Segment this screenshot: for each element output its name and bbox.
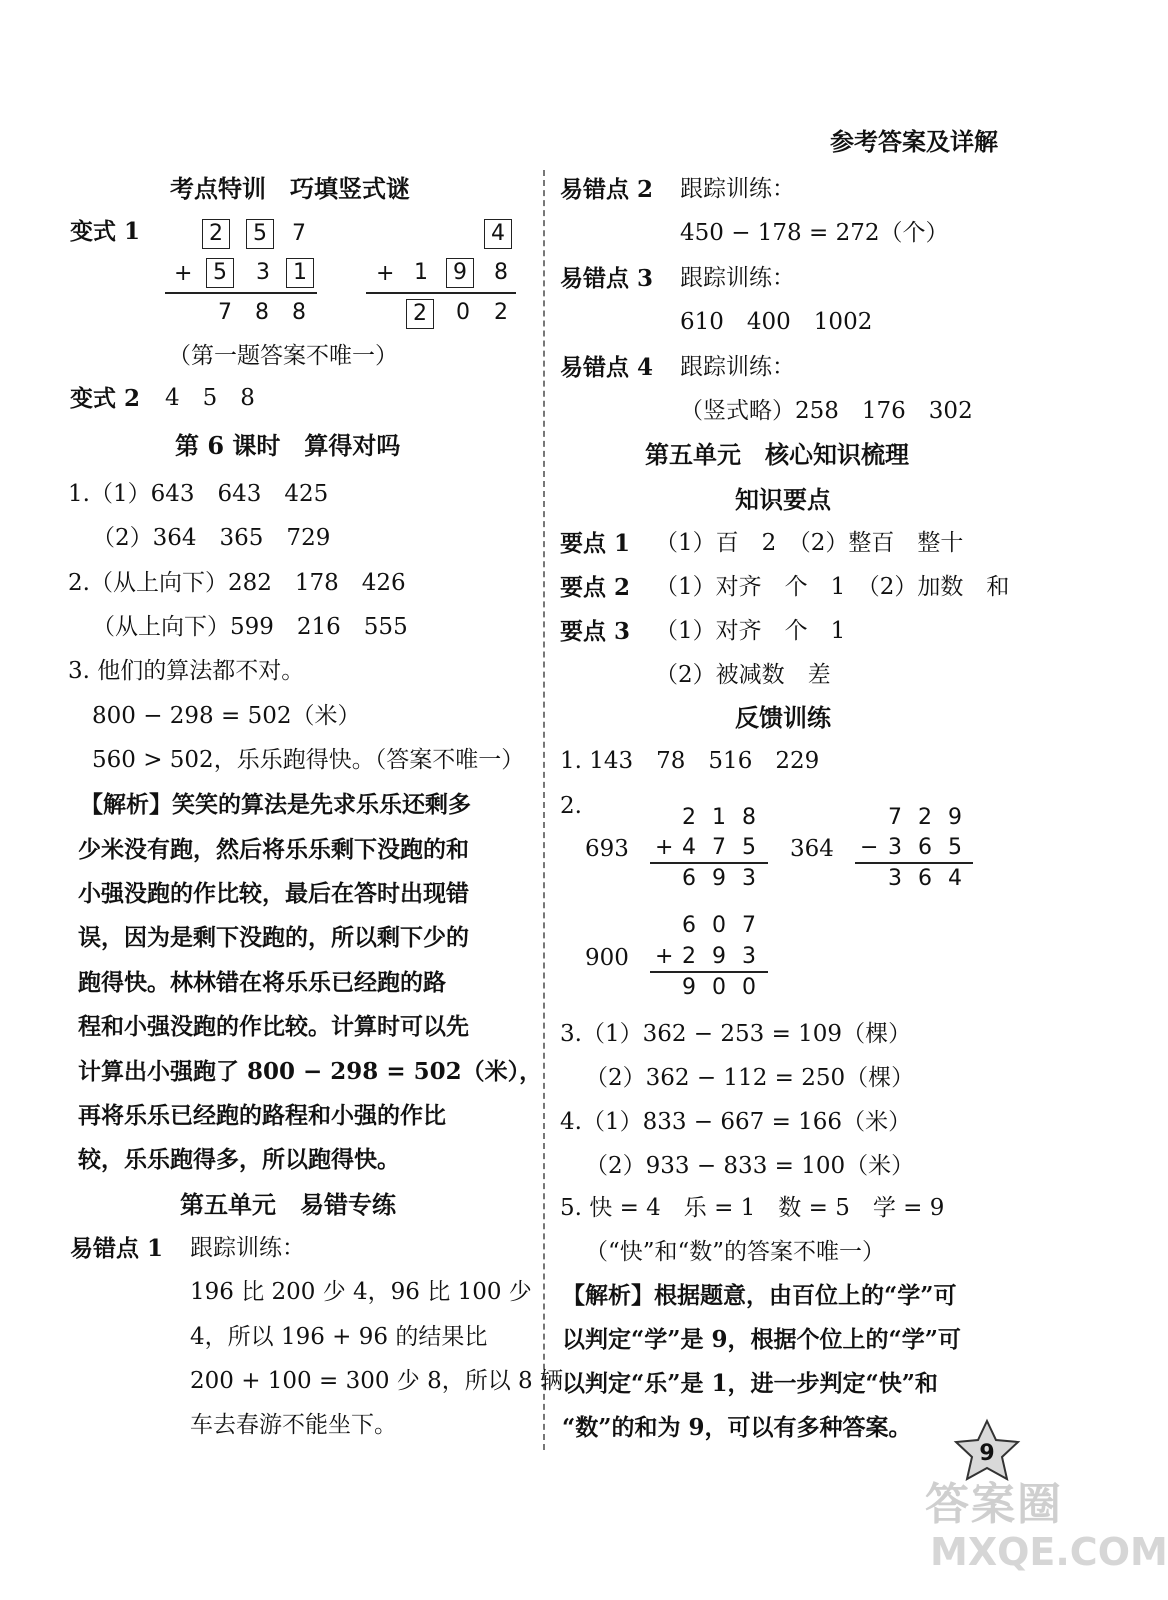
- bianshi2-answer: 4 5 8: [165, 385, 255, 411]
- answer-line: 560 > 502，乐乐跑得快。（答案不唯一）: [92, 747, 525, 773]
- calc1-line: [650, 862, 768, 864]
- puzzle1-result-digit: 7: [218, 300, 232, 325]
- calc1-digit: 8: [742, 805, 756, 830]
- calc2-sign: −: [860, 835, 879, 860]
- feedback-1: 1. 143 78 516 229: [560, 748, 820, 774]
- feedback-2-label: 2.: [560, 793, 582, 819]
- page-number: 9: [979, 1441, 995, 1466]
- calc3-digit: 3: [742, 944, 756, 969]
- section-title-errors: 第五单元 易错专练: [180, 1190, 396, 1219]
- puzzle1-digit: 7: [292, 221, 306, 246]
- puzzle2-box: 4: [484, 219, 512, 249]
- yicuo3-line: 610 400 1002: [680, 309, 873, 335]
- analysis-line: 程和小强没跑的作比较。计算时可以先: [78, 1013, 469, 1040]
- puzzle1-result-digit: 8: [255, 300, 269, 325]
- bianshi2-label: 变式 2: [70, 385, 141, 412]
- yaodian1-text: （1）百 2 （2）整百 整十: [655, 530, 964, 556]
- yicuo4-label: 易错点 4: [560, 354, 654, 381]
- yicuo4-line: 跟踪训练：: [680, 354, 795, 380]
- analysis-line: 以判定“乐”是 1，进一步判定“快”和: [562, 1370, 938, 1397]
- calc3-digit: 0: [712, 913, 726, 938]
- calc1-digit: 3: [742, 866, 756, 891]
- calc3-line: [650, 971, 768, 973]
- yicuo3-label: 易错点 3: [560, 265, 654, 292]
- feedback-line: （“快”和“数”的答案不唯一）: [585, 1239, 886, 1265]
- subtitle-key-points: 知识要点: [735, 485, 831, 514]
- puzzle1-plus: +: [174, 261, 193, 286]
- section-title-puzzle: 考点特训 巧填竖式谜: [170, 174, 410, 203]
- bianshi1-label: 变式 1: [70, 218, 141, 245]
- calc2-digit: 9: [948, 805, 962, 830]
- calc1-answer: 693: [585, 836, 629, 862]
- answer-line: 800 − 298 = 502（米）: [92, 703, 361, 729]
- puzzle1-box: 2: [202, 219, 230, 249]
- analysis-line: “数”的和为 9，可以有多种答案。: [562, 1414, 912, 1441]
- yicuo4-line: （竖式略）258 176 302: [680, 398, 973, 424]
- calc1-digit: 4: [682, 835, 696, 860]
- calc3-digit: 9: [712, 944, 726, 969]
- analysis-line: 少米没有跑，然后将乐乐剩下没跑的和: [78, 836, 469, 863]
- puzzle2-sum-line: [366, 292, 516, 294]
- calc2-digit: 6: [918, 866, 932, 891]
- calc3-sign: +: [655, 944, 674, 969]
- column-divider: [543, 170, 545, 1450]
- yicuo1-line: 跟踪训练：: [190, 1235, 305, 1261]
- puzzle2-digit: 8: [494, 260, 508, 285]
- yicuo2-line: 跟踪训练：: [680, 176, 795, 202]
- answer-line: （2）364 365 729: [92, 525, 331, 551]
- answer-line: （从上向下）599 216 555: [92, 614, 408, 640]
- answer-line: 1.（1）643 643 425: [68, 481, 329, 507]
- section-title-lesson6: 第 6 课时 算得对吗: [175, 431, 401, 460]
- calc2-digit: 3: [888, 835, 902, 860]
- calc1-digit: 1: [712, 805, 726, 830]
- puzzle1-box: 1: [286, 258, 314, 288]
- analysis-line: 较，乐乐跑得多，所以跑得快。: [78, 1146, 400, 1173]
- calc2-digit: 4: [948, 866, 962, 891]
- analysis-line: 【解析】根据题意，由百位上的“学”可: [562, 1282, 957, 1309]
- yaodian2-label: 要点 2: [560, 574, 631, 601]
- yicuo1-line: 196 比 200 少 4，96 比 100 少: [190, 1279, 532, 1305]
- analysis-line: 以判定“学”是 9，根据个位上的“学”可: [562, 1326, 961, 1353]
- analysis-line: 小强没跑的作比较，最后在答时出现错: [78, 880, 469, 907]
- yicuo2-line: 450 − 178 = 272（个）: [680, 220, 949, 246]
- puzzle2-digit: 1: [414, 260, 428, 285]
- yicuo1-line: 200 + 100 = 300 少 8，所以 8 辆: [190, 1368, 563, 1394]
- analysis-line: 【解析】笑笑的算法是先求乐乐还剩多: [80, 791, 471, 818]
- analysis-line: 跑得快。林林错在将乐乐已经跑的路: [78, 969, 446, 996]
- puzzle2-plus: +: [376, 261, 395, 286]
- yicuo3-line: 跟踪训练：: [680, 265, 795, 291]
- feedback-line: （2）362 − 112 = 250（棵）: [585, 1065, 915, 1091]
- calc1-digit: 9: [712, 866, 726, 891]
- watermark-url: MXQE.COM: [930, 1530, 1168, 1574]
- puzzle2-box: 2: [406, 299, 434, 329]
- calc1-digit: 2: [682, 805, 696, 830]
- calc2-digit: 2: [918, 805, 932, 830]
- calc3-digit: 7: [742, 913, 756, 938]
- answer-line: 2.（从上向下）282 178 426: [68, 570, 406, 596]
- puzzle1-digit: 3: [256, 260, 270, 285]
- puzzle2-result-digit: 0: [456, 300, 470, 325]
- calc3-digit: 9: [682, 975, 696, 1000]
- answer-line: 3. 他们的算法都不对。: [68, 658, 305, 684]
- calc2-digit: 7: [888, 805, 902, 830]
- puzzle1-sum-line: [165, 292, 317, 294]
- yaodian1-label: 要点 1: [560, 530, 631, 557]
- calc1-digit: 7: [712, 835, 726, 860]
- calc2-line: [855, 862, 973, 864]
- calc2-digit: 6: [918, 835, 932, 860]
- page-header: 参考答案及详解: [830, 127, 998, 156]
- yicuo1-line: 4，所以 196 + 96 的结果比: [190, 1324, 488, 1350]
- calc3-digit: 0: [712, 975, 726, 1000]
- watermark-logo: 答案圈: [925, 1479, 1063, 1530]
- calc2-answer: 364: [790, 836, 834, 862]
- yicuo1-line: 车去春游不能坐下。: [190, 1412, 397, 1438]
- calc3-digit: 2: [682, 944, 696, 969]
- yaodian3-label: 要点 3: [560, 618, 631, 645]
- yicuo1-label: 易错点 1: [70, 1235, 164, 1262]
- subtitle-feedback: 反馈训练: [735, 703, 831, 732]
- feedback-line: （2）933 − 833 = 100（米）: [585, 1153, 915, 1179]
- yaodian2-text: （1）对齐 个 1 （2）加数 和: [655, 574, 1010, 600]
- analysis-line: 再将乐乐已经跑的路程和小强的作比: [78, 1102, 446, 1129]
- calc2-digit: 3: [888, 866, 902, 891]
- puzzle1-result-digit: 8: [292, 300, 306, 325]
- calc1-digit: 5: [742, 835, 756, 860]
- puzzle1-box: 5: [246, 219, 274, 249]
- calc1-digit: 6: [682, 866, 696, 891]
- bianshi1-note: （第一题答案不唯一）: [168, 343, 398, 369]
- calc3-digit: 0: [742, 975, 756, 1000]
- calc3-answer: 900: [585, 945, 629, 971]
- puzzle1-box: 5: [206, 258, 234, 288]
- feedback-line: 5. 快 = 4 乐 = 1 数 = 5 学 = 9: [560, 1195, 945, 1221]
- puzzle2-result-digit: 2: [494, 300, 508, 325]
- yaodian3-text: （1）对齐 个 1: [655, 618, 846, 644]
- yaodian3-text: （2）被减数 差: [655, 662, 831, 688]
- feedback-line: 3.（1）362 − 253 = 109（棵）: [560, 1021, 912, 1047]
- calc2-digit: 5: [948, 835, 962, 860]
- yicuo2-label: 易错点 2: [560, 176, 654, 203]
- analysis-line: 误，因为是剩下没跑的，所以剩下少的: [78, 924, 469, 951]
- puzzle2-box: 9: [446, 258, 474, 288]
- feedback-line: 4.（1）833 − 667 = 166（米）: [560, 1109, 912, 1135]
- calc1-sign: +: [655, 835, 674, 860]
- analysis-line: 计算出小强跑了 800 − 298 = 502（米），: [78, 1058, 543, 1085]
- calc3-digit: 6: [682, 913, 696, 938]
- section-title-review: 第五单元 核心知识梳理: [645, 440, 909, 469]
